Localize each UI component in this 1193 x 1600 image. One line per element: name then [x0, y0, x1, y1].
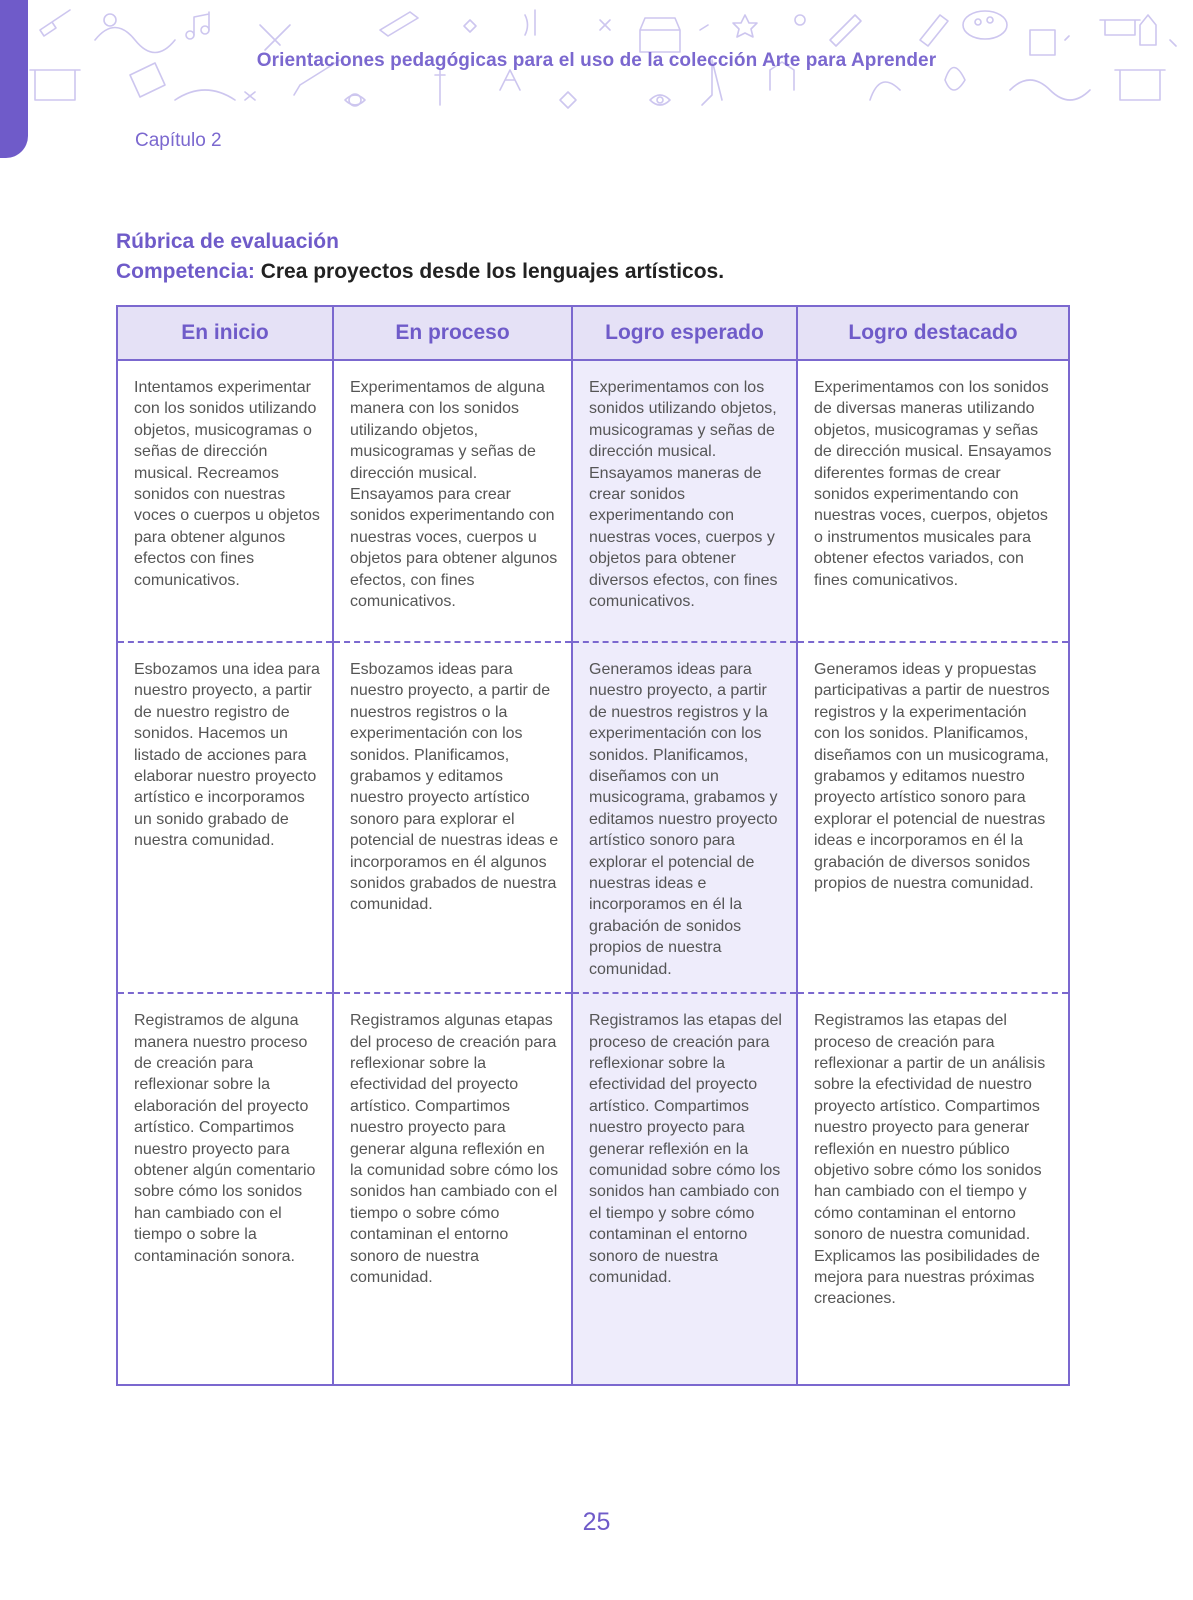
header-title: Orientaciones pedagógicas para el uso de la colección Arte para Aprender	[256, 50, 937, 71]
rubric-cell: Intentamos experimentar con los sonidos utilizando objetos, musicogramas o señas de dirección musical. Recreamos sonidos con nuestras voces o cuerpos u objetos para obtener algunos efectos con fines comunicativos.	[117, 360, 333, 642]
competence-line	[116, 260, 724, 284]
rubric-cell: Registramos las etapas del proceso de creación para reflexionar a partir de un análisis sobre la efectividad de nuestro proyecto artístico. Compartimos nuestro proyecto para generar reflexión en nuestro público objetivo sobre cómo los sonidos han cambiado con el tiempo y cómo contaminan el entorno sonoro de nuestra comunidad. Explicamos las posibilidades de mejora para nuestras próximas creaciones.	[797, 993, 1069, 1385]
chapter-side-tab	[0, 0, 28, 158]
rubric-cell: Experimentamos de alguna manera con los sonidos utilizando objetos, musicogramas y señas de dirección musical. Ensayamos para crear sonidos experimentando con nuestras voces, cuerpos u objetos para obtener algunos efectos, con fines comunicativos.	[333, 360, 572, 642]
rubric-table	[116, 305, 1070, 1386]
rubric-row	[117, 642, 1069, 993]
competence-text: Crea proyectos desde los lenguajes artísticos.	[260, 260, 725, 283]
rubric-cell: Experimentamos con los sonidos de diversas maneras utilizando objetos, musicogramas y señas de dirección musical. Ensayamos diferentes formas de crear sonidos experimentando con nuestras voces, cuerpos, objetos o instrumentos musicales para obtener efectos variados, con fines comunicativos.	[797, 360, 1069, 642]
header-decoration	[0, 0, 1193, 125]
rubric-header-row	[117, 306, 1069, 360]
rubric-title: Rúbrica de evaluación	[116, 230, 339, 253]
column-header-logro-esperado: Logro esperado	[572, 306, 797, 360]
rubric-cell: Esbozamos ideas para nuestro proyecto, a partir de nuestros registros o la experimentación con los sonidos. Planificamos, grabamos y editamos nuestro proyecto artístico sonoro para explorar el potencial de nuestras ideas e incorporamos en él algunos sonidos grabados de nuestra comunidad.	[333, 642, 572, 993]
chapter-label: Capítulo 2	[135, 130, 222, 151]
column-header-en-inicio: En inicio	[117, 306, 333, 360]
rubric-row	[117, 360, 1069, 642]
column-header-en-proceso: En proceso	[333, 306, 572, 360]
rubric-cell-highlighted: Experimentamos con los sonidos utilizando objetos, musicogramas y señas de dirección musical. Ensayamos maneras de crear sonidos experimentando con nuestras voces, cuerpos y objetos para obtener diversos efectos, con fines comunicativos.	[572, 360, 797, 642]
rubric-row	[117, 993, 1069, 1385]
rubric-cell: Registramos algunas etapas del proceso de creación para reflexionar sobre la efectividad del proyecto artístico. Compartimos nuestro proyecto para generar alguna reflexión en la comunidad sobre cómo los sonidos han cambiado con el tiempo o sobre cómo contaminan el entorno sonoro de nuestra comunidad.	[333, 993, 572, 1385]
rubric-cell: Generamos ideas y propuestas participativas a partir de nuestros registros y la experimentación con los sonidos. Planificamos, diseñamos con un musicograma, grabamos y editamos nuestro proyecto artístico sonoro para explorar el potencial de nuestras ideas e incorporamos en él la grabación de diversos sonidos propios de nuestra comunidad.	[797, 642, 1069, 993]
column-header-logro-destacado: Logro destacado	[797, 306, 1069, 360]
page-number: 25	[582, 1508, 611, 1536]
rubric-cell-highlighted: Registramos las etapas del proceso de creación para reflexionar sobre la efectividad del proyecto artístico. Compartimos nuestro proyecto para generar reflexión en la comunidad sobre cómo los sonidos han cambiado con el tiempo y sobre cómo contaminan el entorno sonoro de nuestra comunidad.	[572, 993, 797, 1385]
rubric-cell: Esbozamos una idea para nuestro proyecto, a partir de nuestro registro de sonidos. Hacemos un listado de acciones para elaborar nuestro proyecto artístico e incorporamos un sonido grabado de nuestra comunidad.	[117, 642, 333, 993]
rubric-cell: Registramos de alguna manera nuestro proceso de creación para reflexionar sobre la elaboración del proyecto artístico. Compartimos nuestro proyecto para obtener algún comentario sobre cómo los sonidos han cambiado con el tiempo o sobre la contaminación sonora.	[117, 993, 333, 1385]
rubric-cell-highlighted: Generamos ideas para nuestro proyecto, a partir de nuestros registros y la experimentación con los sonidos. Planificamos, diseñamos con un musicograma, grabamos y editamos nuestro proyecto artístico sonoro para explorar el potencial de nuestras ideas e incorporamos en él la grabación de sonidos propios de nuestra comunidad.	[572, 642, 797, 993]
competence-label: Competencia:	[116, 260, 255, 283]
